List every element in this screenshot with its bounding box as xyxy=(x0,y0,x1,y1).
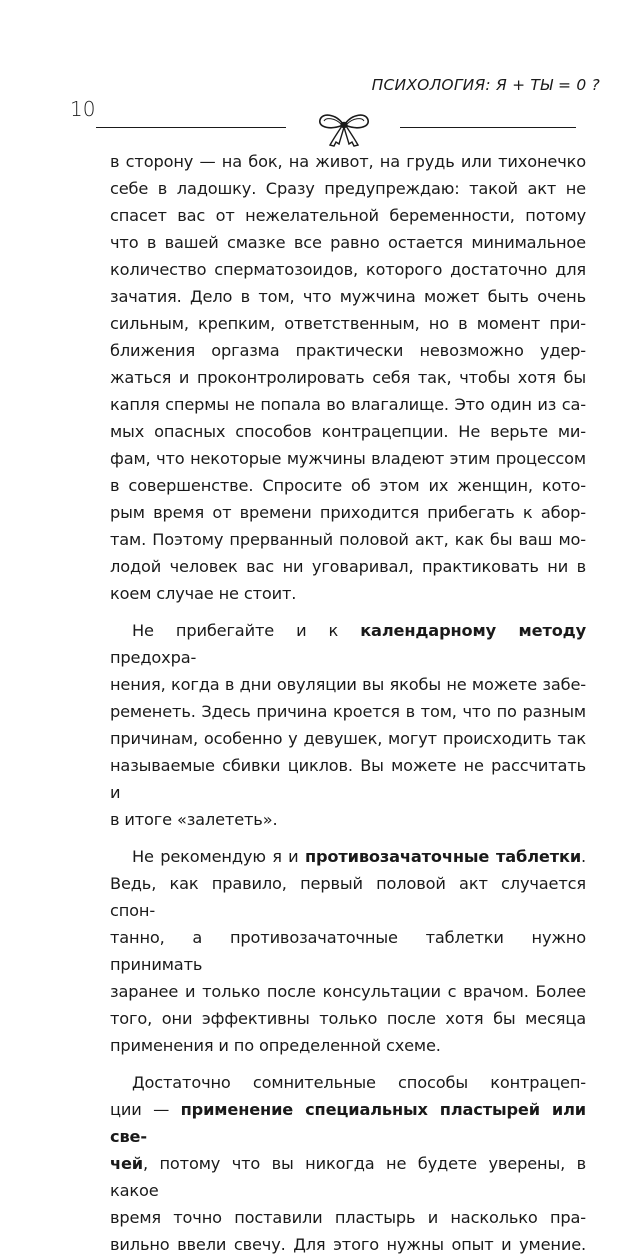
body-text xyxy=(110,148,586,1258)
text-line: количество сперматозоидов, которого достаточно для xyxy=(110,260,586,279)
text-line: время точно поставили пластырь и насколько пра- xyxy=(110,1208,586,1227)
text-line: ближения оргазма практически невозможно удер- xyxy=(110,341,586,360)
key-term-patches-suppositories-cont: чей xyxy=(110,1154,143,1173)
text-run: предохра- xyxy=(110,648,197,667)
page-number: 10 xyxy=(70,97,96,121)
text-line: того, они эффективны только после хотя бы месяца xyxy=(110,1009,586,1028)
text-line: Достаточно сомнительные способы контрацеп- xyxy=(132,1073,586,1092)
bow-ornament-icon xyxy=(314,108,374,150)
text-line xyxy=(110,843,586,870)
text-line: фам, что некоторые мужчины владеют этим процессом xyxy=(110,449,586,468)
key-term-calendar-method: календарному методу xyxy=(360,621,586,640)
header-rule-left xyxy=(96,127,286,128)
text-line: лодой человек вас ни уговаривал, практиковать ни в xyxy=(110,557,586,576)
text-line: применения и по определенной схеме. xyxy=(110,1036,441,1055)
paragraph-3 xyxy=(110,843,586,1059)
text-line: мых опасных способов контрацепции. Не верьте ми- xyxy=(110,422,586,441)
text-line: себе в ладошку. Сразу предупреждаю: такой акт не xyxy=(110,179,586,198)
text-run: , потому что вы никогда не будете уверены, в какое xyxy=(110,1154,586,1200)
text-line: в итоге «залететь». xyxy=(110,810,278,829)
text-line: жаться и проконтролировать себя так, чтобы хотя бы xyxy=(110,368,586,387)
text-line: коем случае не стоит. xyxy=(110,584,297,603)
text-line xyxy=(110,1096,586,1150)
text-run: Не рекомендую я и xyxy=(132,847,305,866)
text-line: называемые сбивки циклов. Вы можете не рассчитать и xyxy=(110,756,586,802)
paragraph-1 xyxy=(110,148,586,607)
paragraph-4 xyxy=(110,1069,586,1258)
text-line: там. Поэтому прерванный половой акт, как бы ваш мо- xyxy=(110,530,586,549)
header-rule-right xyxy=(400,127,576,128)
text-line: капля спермы не попала во влагалище. Это один из са- xyxy=(110,395,586,414)
text-line: сильным, крепким, ответственным, но в момент при- xyxy=(110,314,586,333)
text-line: ременеть. Здесь причина кроется в том, что по разным xyxy=(110,702,586,721)
paragraph-2 xyxy=(110,617,586,833)
text-line xyxy=(110,617,586,671)
text-run: ции — xyxy=(110,1100,181,1119)
running-title: ПСИХОЛОГИЯ: Я + ТЫ = 0 ? xyxy=(371,76,600,94)
text-line: заранее и только после консультации с врачом. Более xyxy=(110,982,586,1001)
text-line: нения, когда в дни овуляции вы якобы не можете забе- xyxy=(110,675,586,694)
text-line: танно, а противозачаточные таблетки нужно принимать xyxy=(110,928,586,974)
text-line: рым время от времени приходится прибегать к абор- xyxy=(110,503,586,522)
text-line: в сторону — на бок, на живот, на грудь или тихонечко xyxy=(110,152,586,171)
text-line: что в вашей смазке все равно остается минимальное xyxy=(110,233,586,252)
text-line: причинам, особенно у девушек, могут происходить так xyxy=(110,729,586,748)
key-term-patches-suppositories: применение специальных пластырей или све- xyxy=(110,1100,587,1146)
text-line: зачатия. Дело в том, что мужчина может быть очень xyxy=(110,287,586,306)
text-run: . xyxy=(581,847,587,866)
text-line xyxy=(110,1150,586,1204)
text-line: Ведь, как правило, первый половой акт случается спон- xyxy=(110,874,586,920)
text-line: в совершенстве. Спросите об этом их женщин, кото- xyxy=(110,476,586,495)
text-line: вильно ввели свечу. Для этого нужны опыт и умение. xyxy=(110,1235,586,1254)
key-term-contraceptive-pills: противозачаточные таблетки xyxy=(304,847,582,866)
text-run: Не прибегайте и к xyxy=(132,621,361,640)
text-line: спасет вас от нежелательной беременности, потому xyxy=(110,206,586,225)
